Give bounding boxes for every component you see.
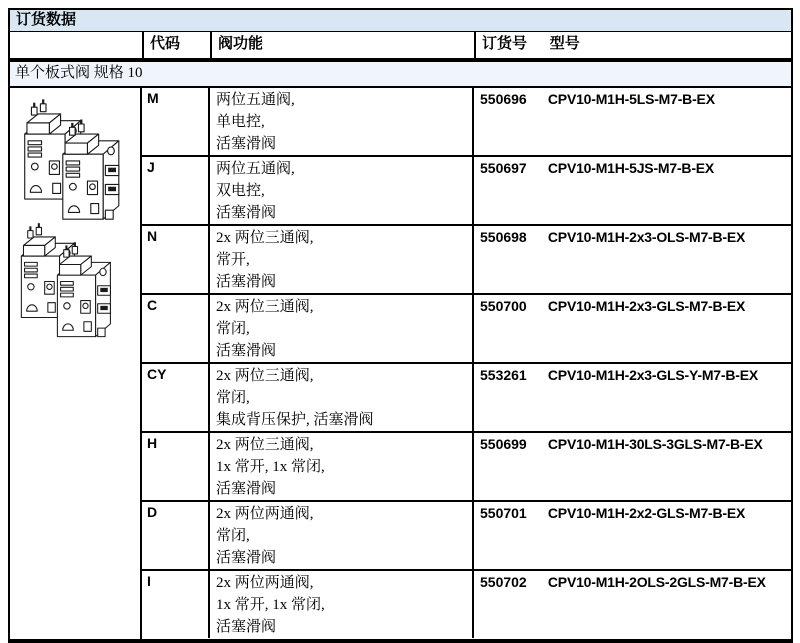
table-row [142,502,791,571]
table-row [142,433,791,502]
function-line: 集成背压保护, 活塞滑阀 [216,412,374,428]
table-row [142,364,791,433]
table-rows [142,88,791,639]
type-code: CPV10-M1H-5LS-M7-B-EX [547,91,715,107]
type-code: CPV10-M1H-2x3-OLS-M7-B-EX [547,229,746,245]
order-and-type [474,433,791,500]
function-line: 2x 两位两通阀, [216,506,314,522]
header-function: 阀功能 [212,32,476,58]
valve-isometric-drawing [12,94,140,634]
function-line: 常开, [216,252,250,268]
valve-function [210,88,474,155]
order-and-type [474,295,791,362]
order-and-type [474,502,791,569]
table-row [142,226,791,295]
function-line: 2x 两位三通阀, [216,437,314,453]
function-line: 2x 两位三通阀, [216,368,314,384]
valve-code: CY [142,364,210,431]
order-number: 550699 [480,436,527,452]
table-row [142,295,791,364]
order-and-type [474,571,791,638]
order-and-type [474,88,791,155]
function-line: 常闭, [216,321,250,337]
valve-code: D [142,502,210,569]
type-code: CPV10-M1H-2x2-GLS-M7-B-EX [547,505,746,521]
valve-function [210,226,474,293]
type-code: CPV10-M1H-2OLS-2GLS-M7-B-EX [547,574,766,590]
table-row [142,88,791,157]
function-line: 常闭, [216,528,250,544]
table [8,8,793,643]
valve-function [210,364,474,431]
order-number: 550697 [480,160,527,176]
table-header-row [10,32,791,62]
header-image-spacer [10,32,144,58]
table-row [142,157,791,226]
table-row [142,571,791,638]
type-code: CPV10-M1H-30LS-3GLS-M7-B-EX [547,436,763,452]
function-line: 2x 两位三通阀, [216,299,314,315]
header-order-no: 订货号 [482,36,528,52]
table-title: 订货数据 [10,10,791,32]
function-line: 活塞滑阀 [216,136,277,152]
order-and-type [474,157,791,224]
valve-function [210,571,474,638]
ordering-data-table [8,8,793,643]
function-line: 活塞滑阀 [216,205,277,221]
type-code: CPV10-M1H-5JS-M7-B-EX [547,160,715,176]
valve-code: J [142,157,210,224]
order-number: 553261 [480,367,527,383]
valve-function [210,502,474,569]
function-line: 活塞滑阀 [216,550,277,566]
function-line: 两位五通阀, [216,161,295,177]
function-line: 活塞滑阀 [216,343,277,359]
type-code: CPV10-M1H-2x3-GLS-Y-M7-B-EX [547,367,758,383]
function-line: 活塞滑阀 [216,481,277,497]
header-code: 代码 [144,32,212,58]
order-and-type [474,226,791,293]
valve-code: C [142,295,210,362]
function-line: 单电控, [216,114,265,130]
valve-function [210,433,474,500]
valve-function [210,295,474,362]
order-number: 550698 [480,229,527,245]
valve-code: H [142,433,210,500]
function-line: 活塞滑阀 [216,274,277,290]
header-order-type [476,32,791,58]
header-type: 型号 [549,36,580,52]
function-line: 1x 常开, 1x 常闭, [216,597,325,613]
order-number: 550701 [480,505,527,521]
valve-code: N [142,226,210,293]
function-line: 双电控, [216,183,265,199]
type-code: CPV10-M1H-2x3-GLS-M7-B-EX [547,298,746,314]
order-and-type [474,364,791,431]
order-number: 550702 [480,574,527,590]
function-line: 两位五通阀, [216,92,295,108]
order-number: 550696 [480,91,527,107]
valve-code: I [142,571,210,638]
function-line: 2x 两位三通阀, [216,230,314,246]
function-line: 常闭, [216,390,250,406]
function-line: 2x 两位两通阀, [216,575,314,591]
function-line: 活塞滑阀 [216,619,277,635]
function-line: 1x 常开, 1x 常闭, [216,459,325,475]
table-body [10,88,791,639]
product-image-cell [10,88,142,639]
valve-code: M [142,88,210,155]
order-number: 550700 [480,298,527,314]
section-header: 单个板式阀 规格 10 [10,62,791,88]
valve-function [210,157,474,224]
